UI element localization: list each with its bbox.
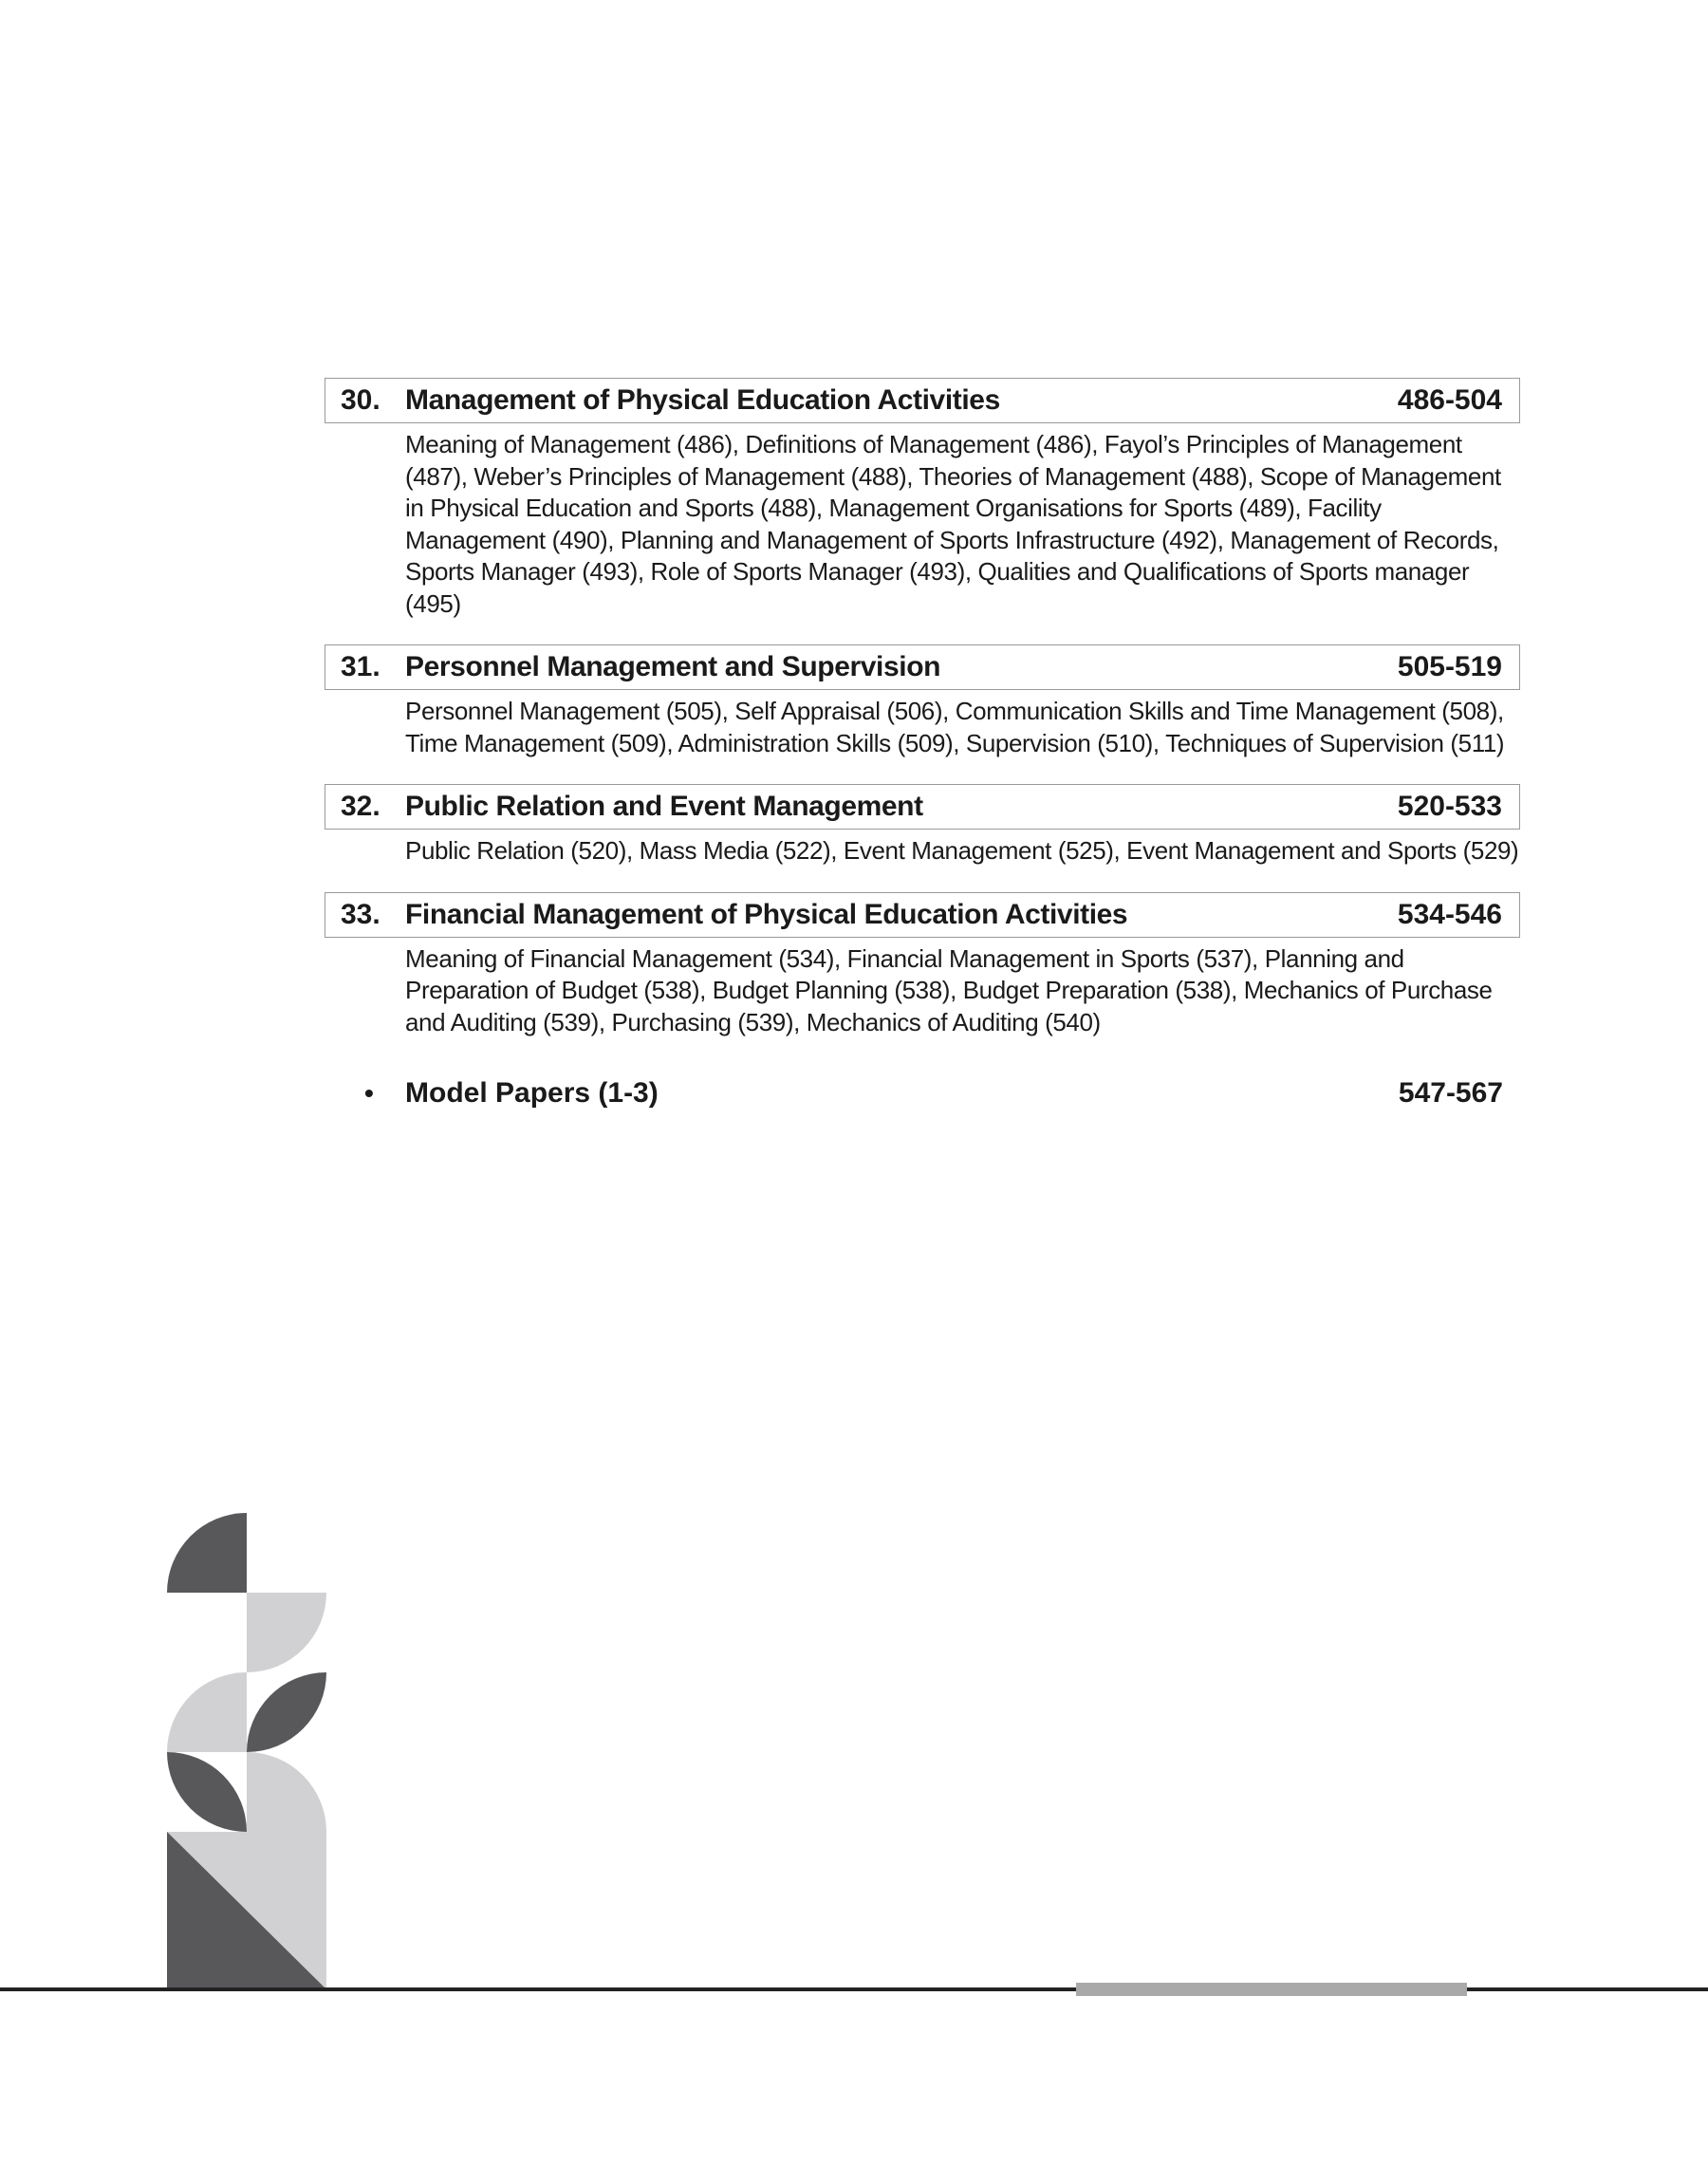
decorative-shapes xyxy=(167,1513,328,1989)
chapter-title: Public Relation and Event Management xyxy=(405,791,923,822)
chapter-title: Management of Physical Education Activities xyxy=(405,384,1000,416)
chapter-header[interactable] xyxy=(325,644,1520,690)
chapter-page-range: 520-533 xyxy=(1397,791,1502,822)
light-quarter-circle-shape xyxy=(247,1593,326,1672)
bullet-icon: • xyxy=(364,1078,374,1108)
chapter-topics: Public Relation (520), Mass Media (522), Event Management (525), Event Management and Sports (529) xyxy=(405,836,1519,865)
chapter-topics: Meaning of Financial Management (534), Financial Management in Sports (537), Planning and Preparation of Budget (538), Budget Planning (538), Budget Preparation (538), Mechanics of Purchase and Auditing (539), Purchasing (539), Mechanics of Auditing (540) xyxy=(405,943,1493,1036)
dark-leaf-shape-lower xyxy=(167,1752,247,1832)
chapter-header[interactable] xyxy=(325,378,1520,423)
chapter-33 xyxy=(325,892,1520,1039)
table-of-contents xyxy=(325,378,1520,1116)
chapter-title: Financial Management of Physical Education Activities xyxy=(405,898,1128,930)
model-papers-page-range: 547-567 xyxy=(1398,1077,1503,1109)
chapter-topics: Personnel Management (505), Self Appraisal (506), Communication Skills and Time Management (508), Time Management (509), Administration Skills (509), Supervision (510), Techniques of Supervision (511) xyxy=(405,697,1505,757)
chapter-page-range: 486-504 xyxy=(1397,384,1502,416)
model-papers-title: Model Papers (1-3) xyxy=(405,1077,659,1109)
chapter-header[interactable] xyxy=(325,784,1520,830)
chapter-number: 31. xyxy=(341,651,381,682)
chapter-number: 33. xyxy=(341,898,381,930)
dark-leaf-shape xyxy=(247,1672,326,1752)
dark-quarter-circle-shape xyxy=(167,1513,247,1593)
light-leaf-shape xyxy=(167,1672,247,1752)
chapter-30 xyxy=(325,378,1520,620)
chapter-topics: Meaning of Management (486), Definitions of Management (486), Fayol’s Principles of Management (487), Weber’s Principles of Management (488), Theories of Management (488), Scope of Management in Physical Education and Sports (488), Management Organisations for Sports (489), Facility Management (490), Planning and Management of Sports Infrastructure (492), Management of Records, Sports Manager (493), Role of Sports Manager (493), Qualities and Qualifications of Sports manager (495) xyxy=(405,430,1501,618)
model-papers-entry[interactable] xyxy=(325,1071,1520,1116)
accent-bar xyxy=(1076,1983,1467,1996)
chapter-header[interactable] xyxy=(325,892,1520,938)
chapter-title: Personnel Management and Supervision xyxy=(405,651,941,682)
chapter-page-range: 534-546 xyxy=(1397,898,1502,930)
chapter-32 xyxy=(325,784,1520,868)
light-quarter-circle-shape-lower xyxy=(247,1752,326,1832)
chapter-number: 32. xyxy=(341,791,381,822)
chapter-page-range: 505-519 xyxy=(1397,651,1502,682)
chapter-number: 30. xyxy=(341,384,381,416)
chapter-31 xyxy=(325,644,1520,759)
